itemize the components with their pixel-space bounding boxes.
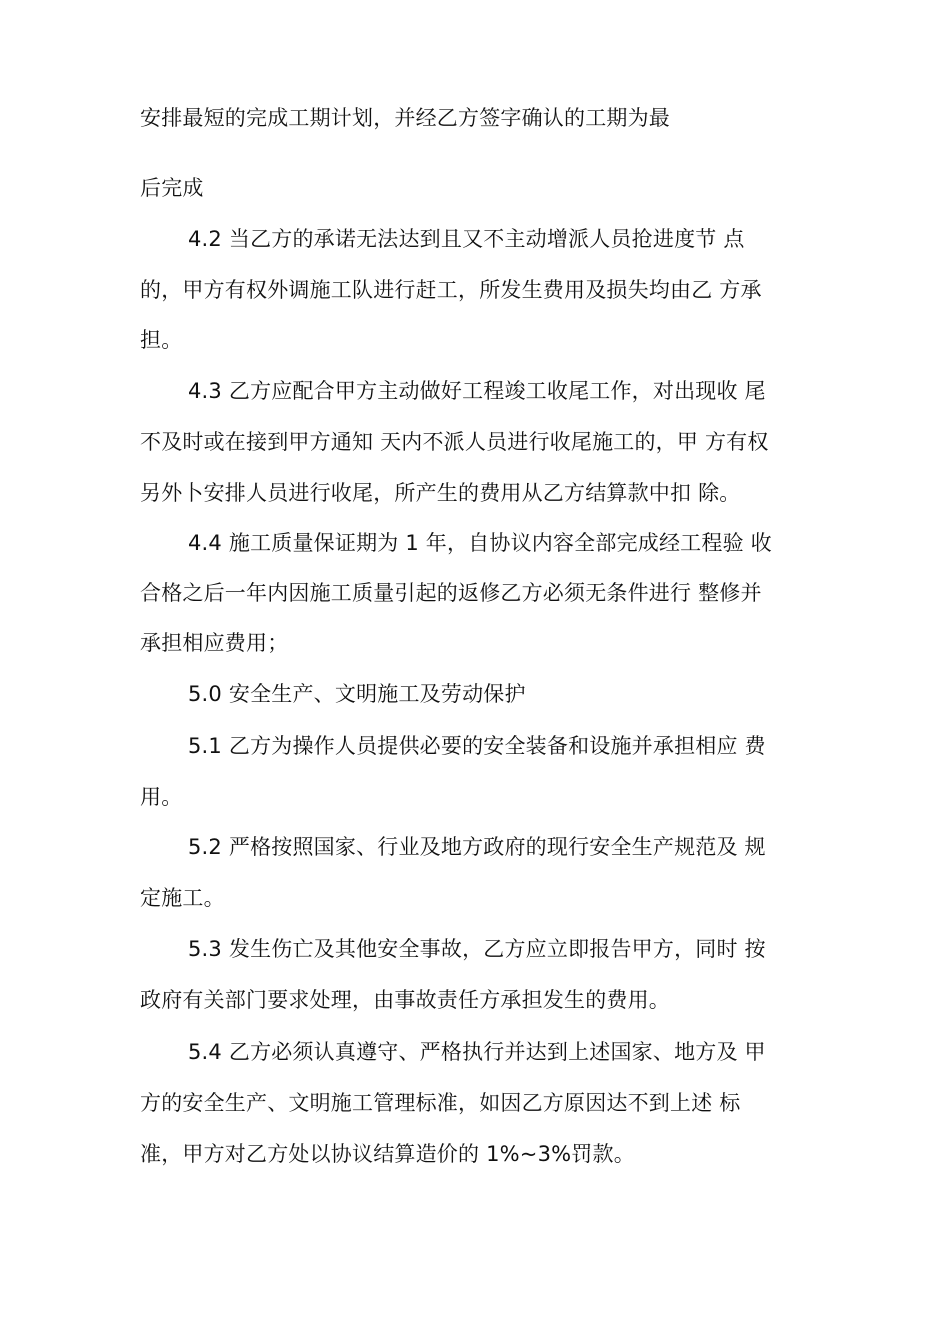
text-line: 的，甲方有权外调施工队进行赶工，所发生费用及损失均由乙 方承 — [140, 278, 762, 302]
text-line: 定施工。 — [140, 886, 225, 910]
text-line: 不及时或在接到甲方通知 天内不派人员进行收尾施工的，甲 方有权 — [140, 430, 769, 454]
paragraph-4-2-start: 4.2 当乙方的承诺无法达到且又不主动增派人员抢进度节 点 — [188, 227, 745, 251]
text-line: 另外卜安排人员进行收尾，所产生的费用从乙方结算款中扣 除。 — [140, 481, 741, 505]
text-line: 合格之后一年内因施工质量引起的返修乙方必须无条件进行 整修并 — [140, 581, 762, 605]
text-line: 承担相应费用； — [140, 631, 289, 655]
text-line: 准，甲方对乙方处以协议结算造价的 1%~3%罚款。 — [140, 1142, 635, 1166]
paragraph-4-3-start: 4.3 乙方应配合甲方主动做好工程竣工收尾工作，对出现收 尾 — [188, 379, 766, 403]
text-line: 政府有关部门要求处理，由事故责任方承担发生的费用。 — [140, 988, 670, 1012]
text-line: 安排最短的完成工期计划，并经乙方签字确认的工期为最 — [140, 106, 670, 130]
section-heading-5-0: 5.0 安全生产、文明施工及劳动保护 — [188, 682, 526, 706]
text-line: 用。 — [140, 785, 183, 809]
paragraph-5-2-start: 5.2 严格按照国家、行业及地方政府的现行安全生产规范及 规 — [188, 835, 766, 859]
paragraph-5-1-start: 5.1 乙方为操作人员提供必要的安全装备和设施并承担相应 费 — [188, 734, 766, 758]
paragraph-5-4-start: 5.4 乙方必须认真遵守、严格执行并达到上述国家、地方及 甲 — [188, 1040, 766, 1064]
paragraph-4-4-start: 4.4 施工质量保证期为 1 年，自协议内容全部完成经工程验 收 — [188, 531, 772, 555]
text-line: 担。 — [140, 328, 183, 352]
text-line: 后完成 — [140, 176, 204, 200]
text-line: 方的安全生产、文明施工管理标准，如因乙方原因达不到上述 标 — [140, 1091, 741, 1115]
paragraph-5-3-start: 5.3 发生伤亡及其他安全事故，乙方应立即报告甲方，同时 按 — [188, 937, 766, 961]
